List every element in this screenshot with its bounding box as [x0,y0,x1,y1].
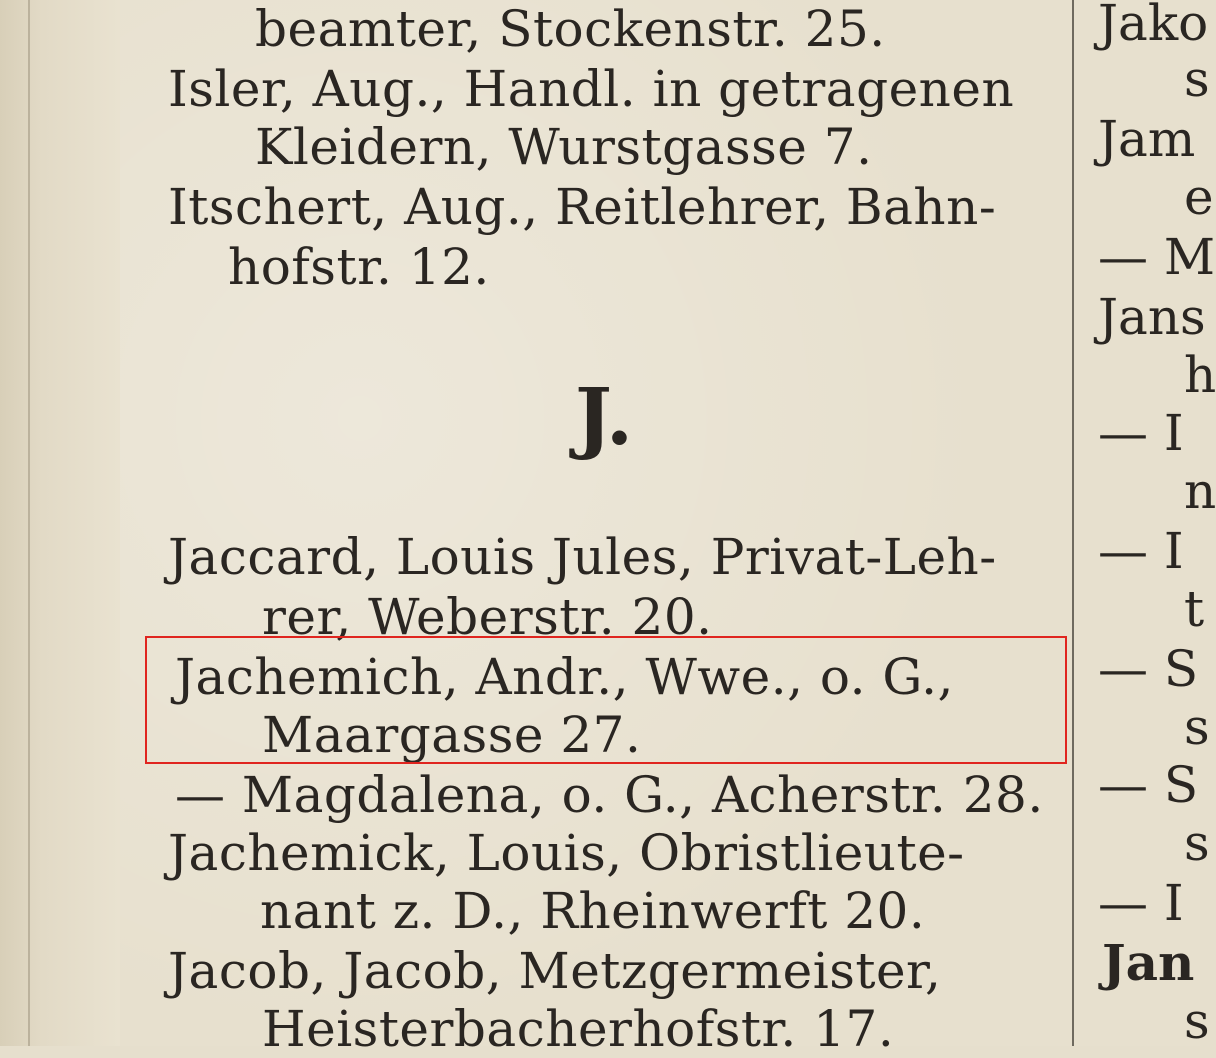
fragment-line: — I [1098,522,1184,580]
fragment-line: — S [1098,640,1199,698]
fragment-line: — I [1098,404,1184,462]
entry-line: Kleidern, Wurstgasse 7. [255,118,873,176]
entry-line: beamter, Stockenstr. 25. [255,0,886,58]
fragment-line: s [1184,992,1210,1050]
entry-line: — Magdalena, o. G., Acherstr. 28. [175,766,1044,824]
column-divider [1072,0,1074,1046]
section-letter-heading: J. [575,372,634,463]
entry-line: Jachemick, Louis, Obristlieute- [168,824,965,882]
fragment-heading: Jan [1102,933,1195,992]
fragment-line: h [1184,346,1216,404]
fragment-line: s [1184,50,1210,108]
entry-line: rer, Weberstr. 20. [262,588,713,646]
entry-line: Itschert, Aug., Reitlehrer, Bahn- [168,178,997,236]
fragment-line: — S [1098,756,1199,814]
entry-line: Jaccard, Louis Jules, Privat-Leh- [168,528,997,586]
fragment-line: t [1184,580,1205,638]
entry-line: Jacob, Jacob, Metzgermeister, [168,942,942,1000]
entry-line: Heisterbacherhofstr. 17. [262,1000,895,1058]
entry-line: Isler, Aug., Handl. in getragenen [168,60,1015,118]
entry-line: Jachemich, Andr., Wwe., o. G., [175,648,954,706]
entry-line: hofstr. 12. [228,238,490,296]
fragment-line: s [1184,698,1210,756]
highlight-box [145,636,1067,764]
entry-line: Maargasse 27. [262,706,642,764]
entry-line: nant z. D., Rheinwerft 20. [260,882,926,940]
fragment-line: Jans [1098,288,1206,346]
right-directory-column [1098,0,1216,1050]
fragment-line: — I [1098,874,1184,932]
fragment-line: — M [1098,228,1216,286]
fragment-line: e [1184,168,1214,226]
fragment-line: Jam [1098,110,1196,168]
fragment-line: n [1184,462,1216,520]
fragment-line: Jako [1098,0,1209,52]
fragment-line: s [1184,814,1210,872]
